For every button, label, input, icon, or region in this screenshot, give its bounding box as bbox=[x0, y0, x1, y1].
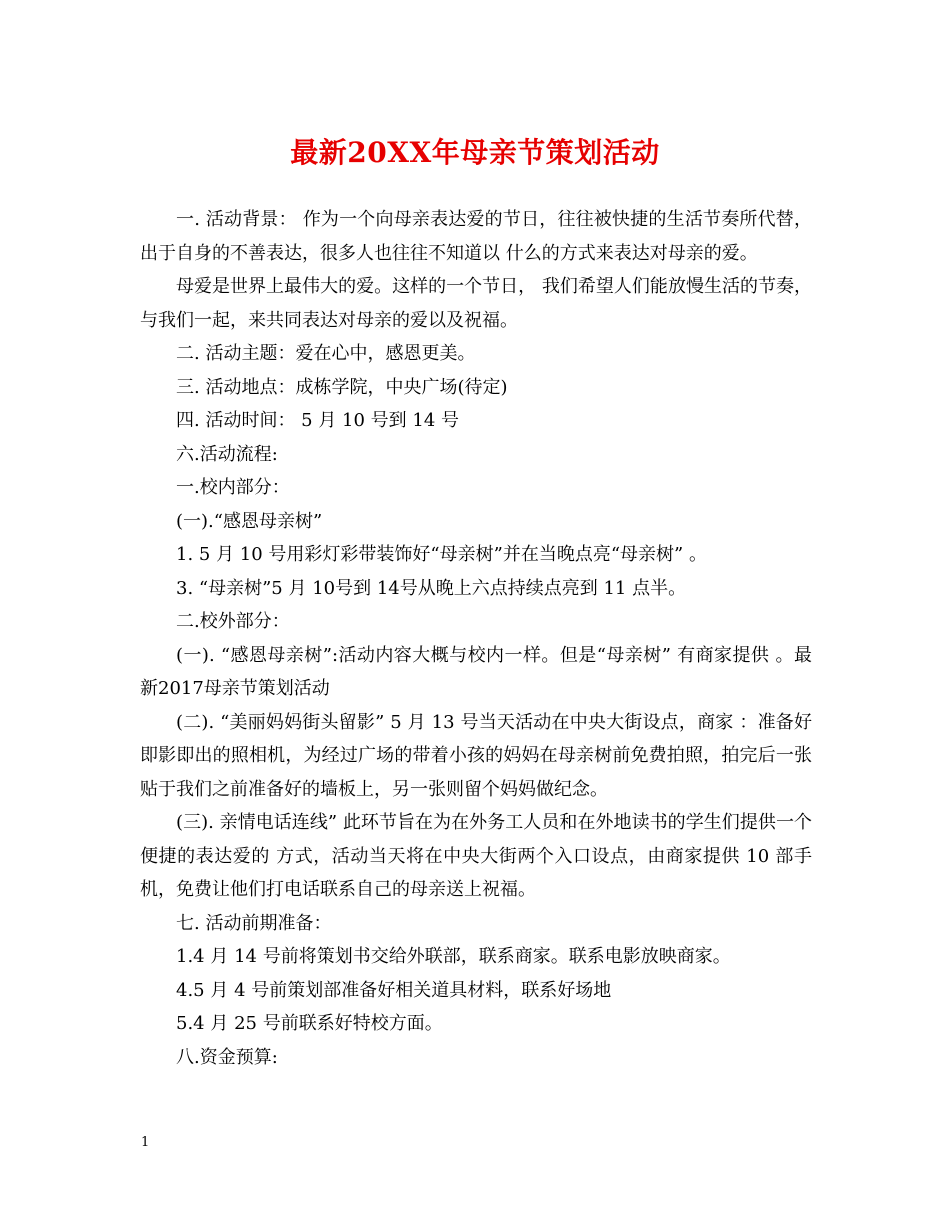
page-number: 1 bbox=[141, 1135, 150, 1150]
paragraph: 1. 5 月 10 号用彩灯彩带装饰好“母亲树”并在当晚点亮“母亲树” 。 bbox=[176, 544, 707, 565]
paragraph: 四. 活动时间： 5 月 10 号到 14 号 bbox=[176, 410, 460, 431]
paragraph: 1.4 月 14 号前将策划书交给外联部，联系商家。联系电影放映商家。 bbox=[176, 946, 731, 967]
paragraph: 3. “母亲树”5 月 10号到 14号从晚上六点持续点亮到 11 点半。 bbox=[176, 577, 687, 599]
paragraph: 4.5 月 4 号前策划部准备好相关道具材料，联系好场地 bbox=[176, 979, 612, 1001]
page-title: 最新20XX年母亲节策划活动 bbox=[290, 136, 660, 169]
paragraph: 八.资金预算: bbox=[176, 1046, 278, 1068]
document-body bbox=[140, 203, 812, 1074]
paragraph: (一).“感恩母亲树” bbox=[176, 510, 323, 532]
paragraph: 一. 活动背景： 作为一个向母亲表达爱的节日，往往被快捷的生活节奏所代替，出于自身的不善表达，很多人也往往不知道以 什么的方式来表达对母亲的爱。 bbox=[140, 209, 812, 264]
paragraph: 六.活动流程: bbox=[176, 443, 278, 465]
paragraph: 母爱是世界上最伟大的爱。这样的一个节日， 我们希望人们能放慢生活的节奏，与我们一起，来共同表达对母亲的爱以及祝福。 bbox=[140, 276, 812, 331]
paragraph: 二.校外部分： bbox=[176, 611, 290, 632]
paragraph: 七. 活动前期准备： bbox=[176, 912, 332, 934]
paragraph: (二). “美丽妈妈街头留影” 5 月 13 号当天活动在中央大街设点，商家 ：准备好即影即出的照相机，为经过广场的带着小孩的妈妈在母亲树前免费拍照，拍完后一张贴于我们之前准备好的墙板上，另一张则留个妈妈做纪念。 bbox=[140, 711, 812, 800]
paragraph: (三). 亲情电话连线” 此环节旨在为在外务工人员和在外地读书的学生们提供一个便捷的表达爱的 方式，活动当天将在中央大街两个入口设点，由商家提供 10 部手机，免费让他们打电话联系自己的母亲送上祝福。 bbox=[140, 812, 812, 900]
paragraph: 5.4 月 25 号前联系好特校方面。 bbox=[176, 1013, 443, 1034]
paragraph: 一.校内部分： bbox=[176, 477, 290, 498]
paragraph: (一). “感恩母亲树”:活动内容大概与校内一样。但是“母亲树” 有商家提供 。最新2017母亲节策划活动 bbox=[140, 644, 812, 699]
paragraph: 三. 活动地点：成栋学院，中央广场(待定) bbox=[176, 376, 508, 398]
paragraph: 二. 活动主题：爱在心中，感恩更美。 bbox=[176, 343, 476, 364]
